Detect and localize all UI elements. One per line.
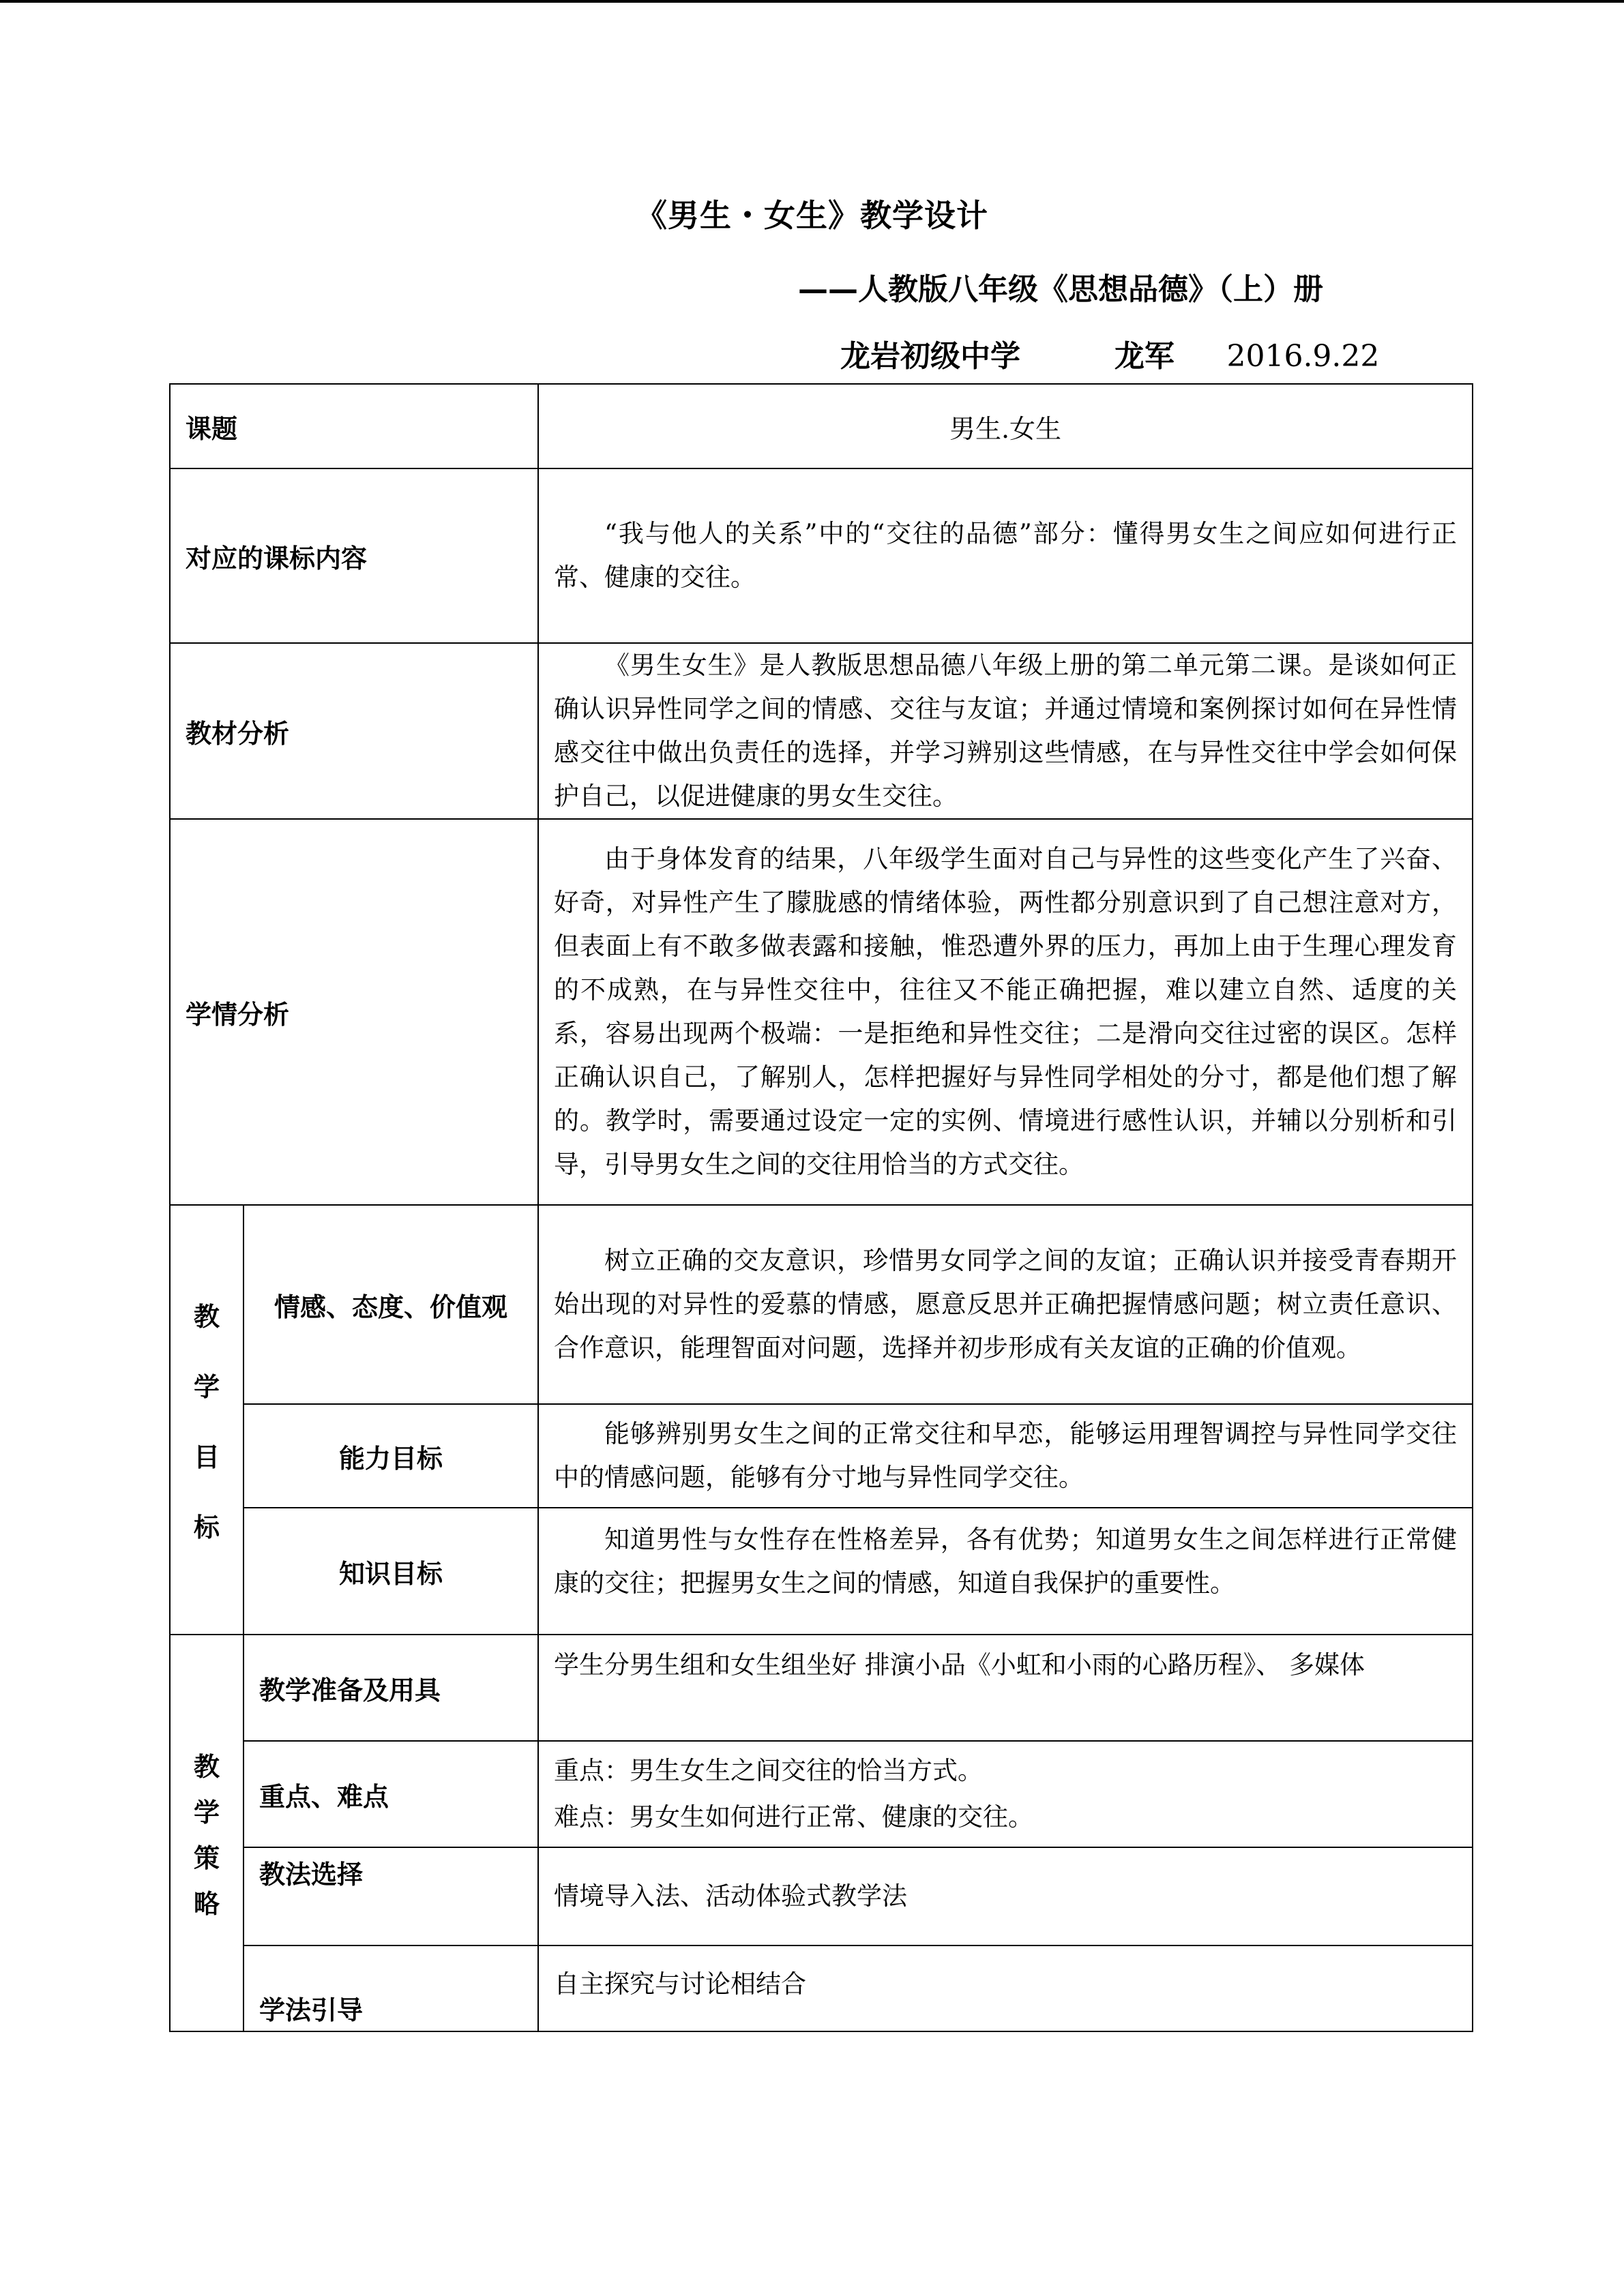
knowledge-goal-value: 知道男性与女性存在性格差异，各有优势；知道男女生之间怎样进行正常健康的交往；把握男女生之间的情感，知道自我保护的重要性。 xyxy=(538,1508,1473,1635)
table-row xyxy=(170,1847,1473,1945)
focus-label: 重点、难点 xyxy=(243,1741,538,1847)
ability-goal-label: 能力目标 xyxy=(243,1404,538,1508)
goals-char: 目 xyxy=(193,1442,220,1472)
table-row xyxy=(170,819,1473,1205)
strategy-vertical-label xyxy=(170,1635,243,2031)
goals-char: 学 xyxy=(193,1372,220,1402)
strategy-char: 策 xyxy=(193,1843,220,1873)
topic-value: 男生.女生 xyxy=(538,384,1473,468)
table-row xyxy=(170,643,1473,819)
strategy-char: 略 xyxy=(193,1889,220,1919)
prep-value: 学生分男生组和女生组坐好 排演小品《小虹和小雨的心路历程》、 多媒体 xyxy=(538,1635,1473,1741)
material-label: 教材分析 xyxy=(170,643,538,819)
document-subtitle: ——人教版八年级《思想品德》（上）册 xyxy=(798,272,1323,307)
table-row xyxy=(170,1404,1473,1508)
top-border-line xyxy=(0,0,1624,3)
table-row xyxy=(170,468,1473,643)
prep-label: 教学准备及用具 xyxy=(243,1635,538,1741)
table-row xyxy=(170,384,1473,468)
emotion-goal-value: 树立正确的交友意识，珍惜男女同学之间的友谊；正确认识并接受青春期开始出现的对异性的爱慕的情感，愿意反思并正确把握情感问题；树立责任意识、合作意识，能理智面对问题，选择并初步形成有关友谊的正确的价值观。 xyxy=(538,1205,1473,1404)
knowledge-goal-label: 知识目标 xyxy=(243,1508,538,1635)
guide-value: 自主探究与讨论相结合 xyxy=(538,1945,1473,2031)
standard-value: “我与他人的关系”中的“交往的品德”部分：懂得男女生之间应如何进行正常、健康的交往。 xyxy=(538,468,1473,643)
lesson-date: 2016.9.22 xyxy=(1226,339,1380,374)
standard-label: 对应的课标内容 xyxy=(170,468,538,643)
topic-label: 课题 xyxy=(170,384,538,468)
method-label: 教法选择 xyxy=(243,1847,538,1945)
goals-char: 教 xyxy=(193,1302,220,1332)
table-row xyxy=(170,1508,1473,1635)
focus-value xyxy=(538,1741,1473,1847)
table-row xyxy=(170,1741,1473,1847)
emotion-goal-label: 情感、态度、价值观 xyxy=(243,1205,538,1404)
lesson-design-table xyxy=(169,383,1473,2032)
strategy-char: 教 xyxy=(193,1752,220,1782)
table-row xyxy=(170,1205,1473,1404)
material-value: 《男生女生》是人教版思想品德八年级上册的第二单元第二课。是谈如何正确认识异性同学之间的情感、交往与友谊；并通过情境和案例探讨如何在异性情感交往中做出负责任的选择，并学习辨别这些情感，在与异性交往中学会如何保护自己，以促进健康的男女生交往。 xyxy=(538,643,1473,819)
goals-char: 标 xyxy=(193,1512,220,1542)
ability-goal-value: 能够辨别男女生之间的正常交往和早恋，能够运用理智调控与异性同学交往中的情感问题，能够有分寸地与异性同学交往。 xyxy=(538,1404,1473,1508)
school-name: 龙岩初级中学 xyxy=(840,339,1020,374)
table-row xyxy=(170,1635,1473,1741)
document-title: 《男生・女生》教学设计 xyxy=(636,197,988,234)
strategy-char: 学 xyxy=(193,1798,220,1828)
student-label: 学情分析 xyxy=(170,819,538,1205)
goals-vertical-label xyxy=(170,1205,243,1635)
method-value: 情境导入法、活动体验式教学法 xyxy=(538,1847,1473,1945)
focus-key-point: 重点：男生女生之间交往的恰当方式。 xyxy=(554,1756,984,1785)
focus-difficult-point: 难点：男女生如何进行正常、健康的交往。 xyxy=(554,1802,1034,1832)
teacher-name: 龙军 xyxy=(1114,339,1175,374)
author-line xyxy=(840,331,1379,375)
table-row xyxy=(170,1945,1473,2031)
guide-label: 学法引导 xyxy=(243,1945,538,2031)
student-value: 由于身体发育的结果，八年级学生面对自己与异性的这些变化产生了兴奋、好奇，对异性产生了朦胧感的情绪体验，两性都分别意识到了自己想注意对方，但表面上有不敢多做表露和接触，惟恐遭外界的压力，再加上由于生理心理发育的不成熟，在与异性交往中，往往又不能正确把握，难以建立自然、适度的关系，容易出现两个极端：一是拒绝和异性交往；二是滑向交往过密的误区。怎样正确认识自己，了解别人，怎样把握好与异性同学相处的分寸，都是他们想了解的。教学时，需要通过设定一定的实例、情境进行感性认识，并辅以分别析和引导，引导男女生之间的交往用恰当的方式交往。 xyxy=(538,819,1473,1205)
